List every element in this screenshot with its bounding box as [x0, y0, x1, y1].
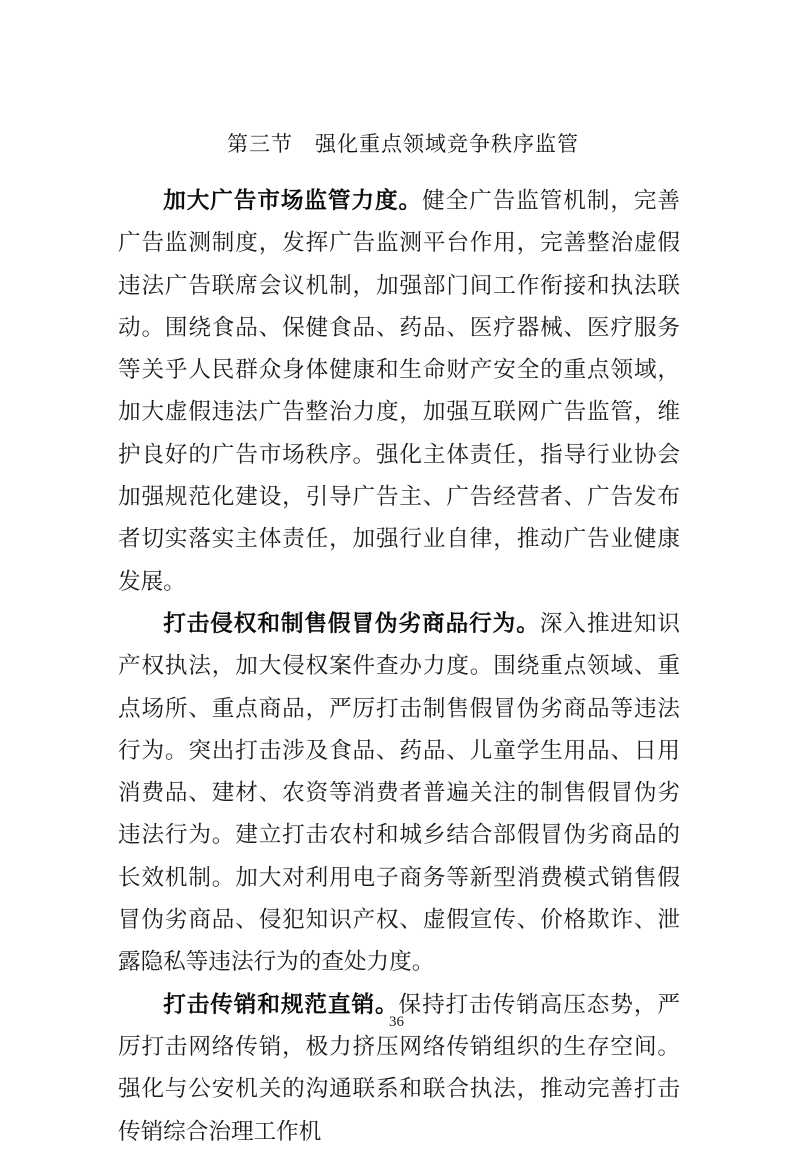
paragraph-lead: 打击侵权和制售假冒伪劣商品行为。: [163, 610, 540, 637]
paragraph-body: 健全广告监管机制，完善广告监测制度，发挥广告监测平台作用，完善整治虚假违法广告联席会议机制，加强部门间工作衔接和执法联动。围绕食品、保健食品、药品、医疗器械、医疗服务等关乎人民群众身体健康和生命财产安全的重点领域，加大虚假违法广告整治力度，加强互联网广告监管，维护良好的广告市场秩序。强化主体责任，指导行业协会加强规范化建设，引导广告主、广告经营者、广告发布者切实落实主体责任，加强行业自律，推动广告业健康发展。: [118, 188, 681, 595]
section-title: 第三节 强化重点领域竞争秩序监管: [227, 132, 579, 156]
paragraph-advertising: [118, 180, 680, 603]
paragraph-body: 深入推进知识产权执法，加大侵权案件查办力度。围绕重点领域、重点场所、重点商品，严厉打击制售假冒伪劣商品等违法行为。突出打击涉及食品、药品、儿童学生用品、日用消费品、建材、农资等消费者普遍关注的制售假冒伪劣违法行为。建立打击农村和城乡结合部假冒伪劣商品的长效机制。加大对利用电子商务等新型消费模式销售假冒伪劣商品、侵犯知识产权、虚假宣传、价格欺诈、泄露隐私等违法行为的查处力度。: [118, 610, 681, 976]
paragraph-body: 保持打击传销高压态势，严厉打击网络传销，极力挤压网络传销组织的生存空间。强化与公安机关的沟通联系和联合执法，推动完善打击传销综合治理工作机: [118, 991, 681, 1145]
page-number: 36: [389, 1014, 404, 1030]
document-page: [118, 128, 680, 1153]
paragraph-lead: 加大广告市场监管力度。: [163, 188, 423, 214]
paragraph-lead: 打击传销和规范直销。: [163, 991, 399, 1018]
paragraph-counterfeit: [118, 603, 680, 984]
paragraph-direct-selling: [118, 984, 680, 1153]
